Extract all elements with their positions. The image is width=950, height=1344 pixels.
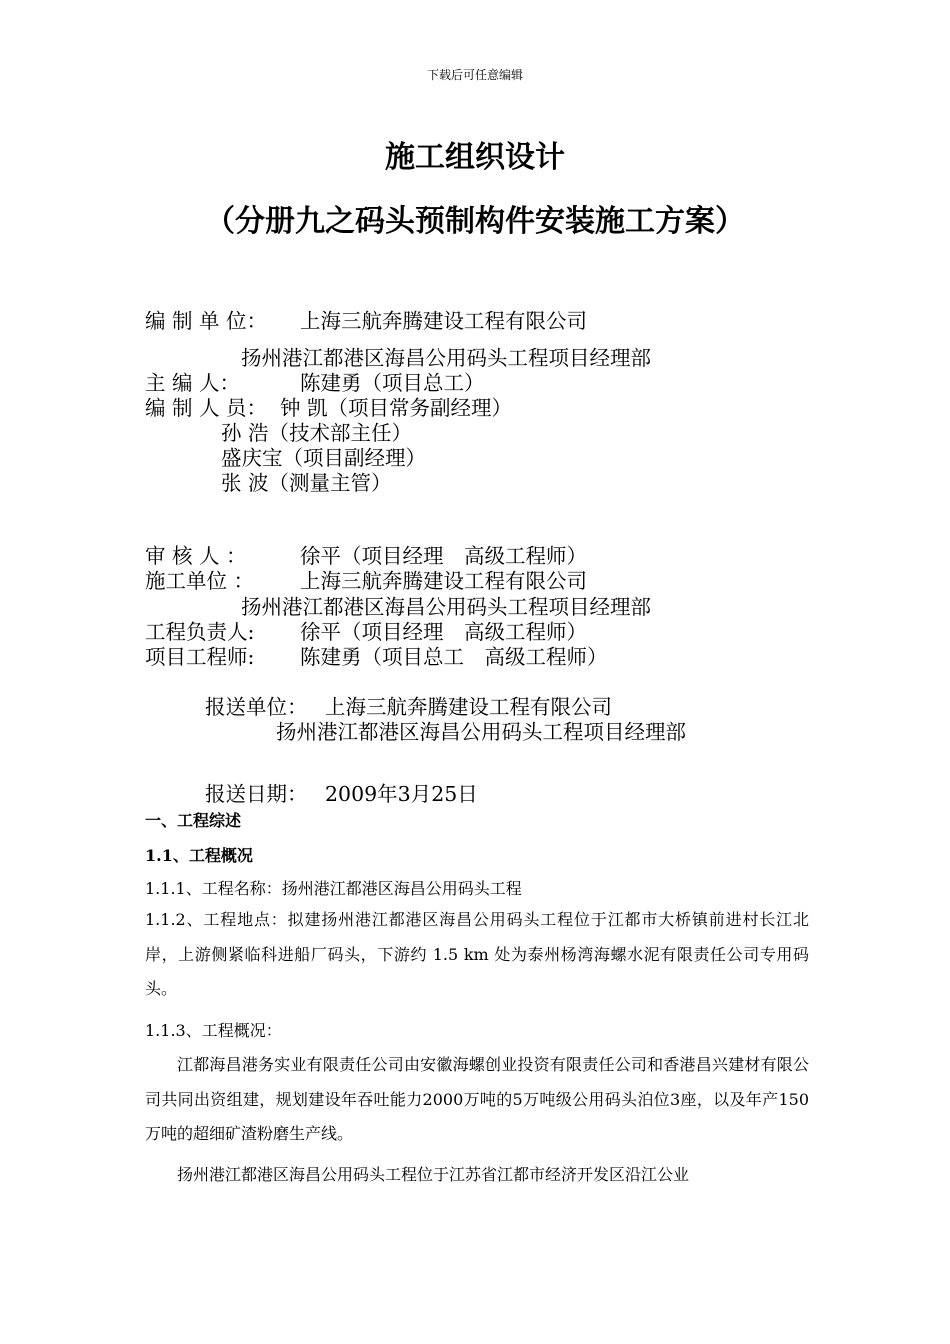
compiler-label: 编 制 单 位：	[145, 309, 268, 333]
constructor-company: 上海三航奔腾建设工程有限公司	[300, 569, 587, 593]
reviewer: 徐平（项目经理 高级工程师）	[300, 544, 587, 568]
staff-member: 盛庆宝（项目副经理）	[221, 446, 426, 470]
chief-editor: 陈建勇（项目总工）	[300, 371, 485, 395]
manager: 徐平（项目经理 高级工程师）	[300, 620, 587, 644]
project-name-item: 1.1.1、工程名称：扬州港江都港区海昌公用码头工程	[145, 879, 522, 898]
chief-editor-label: 主 编 人：	[145, 371, 241, 395]
staff-member: 张 波（测量主管）	[221, 471, 392, 495]
submit-label: 报送单位：	[205, 695, 308, 719]
constructor-label: 施工单位 ：	[145, 569, 255, 593]
constructor-dept: 扬州港江都港区海昌公用码头工程项目经理部	[241, 595, 651, 619]
submit-company: 上海三航奔腾建设工程有限公司	[325, 695, 612, 719]
staff-member: 钟 凯（项目常务副经理）	[280, 396, 513, 420]
engineer-label: 项目工程师:	[145, 645, 255, 669]
document-subtitle: （分册九之码头预制构件安装施工方案）	[205, 204, 745, 239]
compiler-dept: 扬州港江都港区海昌公用码头工程项目经理部	[241, 346, 651, 370]
page-header-note: 下载后可任意编辑	[426, 68, 523, 82]
compiler-company: 上海三航奔腾建设工程有限公司	[300, 309, 587, 333]
body-paragraph: 扬州港江都港区海昌公用码头工程位于江苏省江都市经济开发区沿江公业	[177, 1165, 690, 1184]
subsection-heading: 1.1、工程概况	[145, 846, 253, 865]
section-heading: 一、工程综述	[145, 811, 242, 830]
project-location-item: 1.1.2、工程地点：拟建扬州港江都港区海昌公用码头工程位于江都市大桥镇前进村长江北岸，上游侧紧临科进船厂码头，下游约 1.5 km 处为泰州杨湾海螺水泥有限责任公司专用码头。	[145, 910, 809, 998]
reviewer-label: 审 核 人 ：	[145, 544, 247, 568]
submit-dept: 扬州港江都港区海昌公用码头工程项目经理部	[276, 720, 686, 744]
staff-member: 孙 浩（技术部主任）	[221, 421, 413, 445]
date-label: 报送日期：	[205, 782, 308, 806]
submit-date: 2009年3月25日	[325, 782, 478, 806]
project-overview-item: 1.1.3、工程概况：	[145, 1021, 282, 1040]
engineer: 陈建勇（项目总工 高级工程师）	[300, 645, 608, 669]
document-title: 施工组织设计	[385, 140, 565, 175]
staff-label: 编 制 人 员：	[145, 396, 268, 420]
manager-label: 工程负责人:	[145, 620, 255, 644]
body-paragraph: 江都海昌港务实业有限责任公司由安徽海螺创业投资有限责任公司和香港昌兴建材有限公司共同出资组建，规划建设年吞吐能力2000万吨的5万吨级公用码头泊位3座，以及年产150万吨的超细矿渣粉磨生产线。	[145, 1055, 809, 1143]
